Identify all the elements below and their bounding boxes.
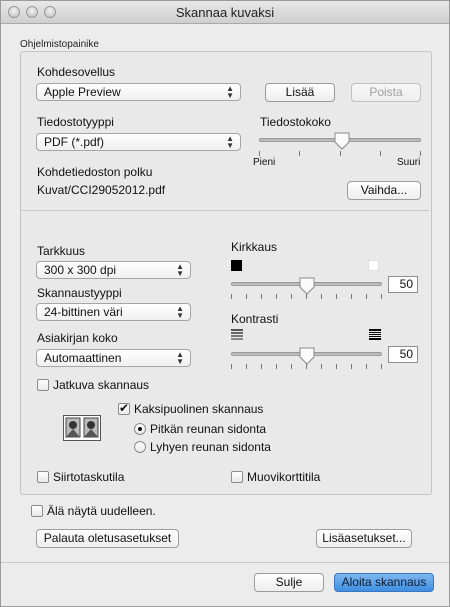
close-button[interactable]: Sulje xyxy=(254,573,324,592)
file-type-label: Tiedostotyyppi xyxy=(37,115,114,129)
dont-show-again-label: Älä näytä uudelleen. xyxy=(47,504,156,518)
file-size-label: Tiedostokoko xyxy=(260,115,331,129)
resolution-label: Tarkkuus xyxy=(37,244,86,258)
plastic-card-checkbox[interactable] xyxy=(231,471,243,483)
duplex-scan-icon xyxy=(63,415,101,441)
target-app-popup[interactable] xyxy=(36,83,241,101)
resolution-value: 300 x 300 dpi xyxy=(44,263,117,277)
carrier-sheet-checkbox[interactable] xyxy=(37,471,49,483)
remove-app-button[interactable]: Poista xyxy=(351,83,421,102)
scan-type-label: Skannaustyyppi xyxy=(37,286,122,300)
duplex-scan-label: Kaksipuolinen skannaus xyxy=(134,402,264,416)
short-edge-radio[interactable] xyxy=(134,441,146,453)
carrier-sheet-label: Siirtotaskutila xyxy=(53,470,125,484)
group-label: Ohjelmistopainike xyxy=(20,39,99,50)
more-settings-button[interactable]: Lisäasetukset... xyxy=(316,529,412,548)
continuous-scan-label: Jatkuva skannaus xyxy=(53,378,150,392)
restore-defaults-button[interactable]: Palauta oletusasetukset xyxy=(36,529,179,548)
file-size-slider-thumb[interactable] xyxy=(334,132,350,150)
file-type-popup[interactable] xyxy=(36,133,241,151)
contrast-value-field[interactable]: 50 xyxy=(388,346,418,363)
brightness-value-field[interactable]: 50 xyxy=(388,276,418,293)
contrast-ticks xyxy=(231,364,382,369)
resolution-popup[interactable] xyxy=(36,261,191,279)
window-title: Skannaa kuvaksi xyxy=(175,5,275,20)
contrast-slider-thumb[interactable] xyxy=(299,347,315,365)
long-edge-label: Pitkän reunan sidonta xyxy=(150,422,267,436)
popup-arrows-icon: ▲ ▼ xyxy=(176,262,184,278)
group-separator xyxy=(21,210,429,211)
popup-arrows-icon: ▲ ▼ xyxy=(176,350,184,366)
high-contrast-icon xyxy=(369,329,381,341)
path-value: Kuvat/CCI29052012.pdf xyxy=(37,183,166,197)
duplex-scan-checkbox[interactable] xyxy=(118,403,130,415)
doc-size-popup[interactable] xyxy=(36,349,191,367)
plastic-card-label: Muovikorttitila xyxy=(247,470,321,484)
change-path-button[interactable]: Vaihda... xyxy=(347,181,421,200)
dark-square-icon xyxy=(231,260,242,271)
continuous-scan-checkbox[interactable] xyxy=(37,379,49,391)
brightness-ticks xyxy=(231,294,382,299)
file-size-max-label: Suuri xyxy=(397,157,421,168)
low-contrast-icon xyxy=(231,329,243,341)
target-app-value: Apple Preview xyxy=(44,85,121,99)
contrast-label: Kontrasti xyxy=(231,312,279,326)
file-size-min-label: Pieni xyxy=(253,157,276,168)
brightness-slider-thumb[interactable] xyxy=(299,277,315,295)
short-edge-label: Lyhyen reunan sidonta xyxy=(150,440,271,454)
target-app-label: Kohdesovellus xyxy=(37,65,116,79)
long-edge-radio[interactable] xyxy=(134,423,146,435)
doc-size-label: Asiakirjan koko xyxy=(37,331,118,345)
start-scan-button[interactable]: Aloita skannaus xyxy=(334,573,434,592)
dont-show-again-checkbox[interactable] xyxy=(31,505,43,517)
popup-arrows-icon: ▲ ▼ xyxy=(226,84,234,100)
doc-size-value: Automaattinen xyxy=(44,351,122,365)
bottom-separator xyxy=(1,562,449,563)
brightness-label: Kirkkaus xyxy=(231,240,278,254)
title-bar xyxy=(1,1,449,24)
add-app-button[interactable]: Lisää xyxy=(265,83,335,102)
file-type-value: PDF (*.pdf) xyxy=(44,135,105,149)
file-size-ticks xyxy=(259,151,421,156)
popup-arrows-icon: ▲ ▼ xyxy=(176,304,184,320)
scan-type-popup[interactable] xyxy=(36,303,191,321)
light-square-icon xyxy=(368,260,379,271)
scan-type-value: 24-bittinen väri xyxy=(44,305,123,319)
popup-arrows-icon: ▲ ▼ xyxy=(226,134,234,150)
path-label: Kohdetiedoston polku xyxy=(37,165,153,179)
